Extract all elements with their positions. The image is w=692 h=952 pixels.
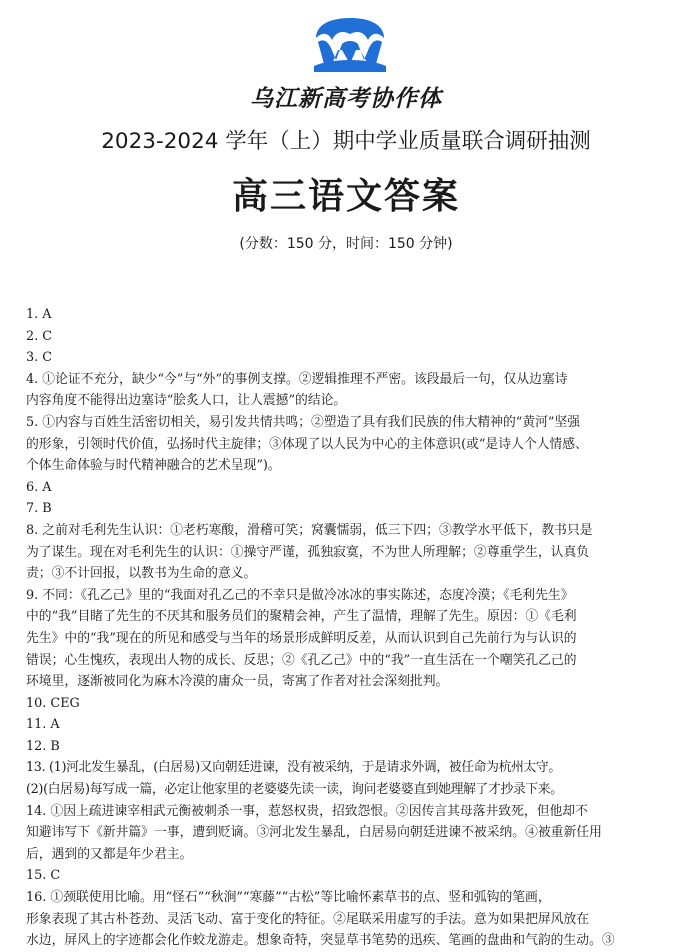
- answer-line: 15. C: [26, 868, 61, 884]
- answer-line: 内容角度不能得出边塞诗“脍炙人口，让人震撼”的结论。: [26, 393, 347, 409]
- organization-name: 乌江新高考协作体: [250, 86, 442, 112]
- score-time-info: (分数：150 分，时间：150 分钟): [239, 236, 453, 252]
- answer-line: 13. (1)河北发生暴乱，(白居易)又向朝廷进谏，没有被采纳，于是请求外调，被任命为杭州太守。: [26, 760, 561, 776]
- answer-line: 环境里，逐渐被同化为麻木冷漠的庸众一员，寄寓了作者对社会深刻批判。: [26, 674, 449, 690]
- answer-line: 2. C: [26, 328, 53, 344]
- answer-line: 14. ①因上疏进谏宰相武元衡被刺杀一事，惹怒权贵，招致怨恨。②因传言其母落井致死，但他却不: [26, 803, 588, 819]
- answer-line: 知避讳写下《新井篇》一事，遭到贬谪。③河北发生暴乱，白居易向朝廷进谏不被采纳。④被重新任用: [26, 825, 602, 841]
- answer-line: 9. 不同：《孔乙己》里的“我面对孔乙己的不幸只是做冷冰冰的事实陈述，态度冷漠；《毛利先生》: [26, 587, 574, 603]
- answer-list: [26, 304, 676, 952]
- answer-line: 1. A: [26, 307, 52, 322]
- answer-line: 错误；心生愧疚，表现出人物的成长、反思；②《孔乙己》中的“我”一直生活在一个嘲笑孔乙己的: [26, 652, 577, 668]
- answer-line: 5. ①内容与百姓生活密切相关，易引发共情共鸣；②塑造了具有我们民族的伟大精神的“黄河”坚强: [26, 414, 581, 430]
- answer-line: 7. B: [26, 501, 52, 517]
- answer-line: 先生》中的“我”现在的所见和感受与当年的场景形成鲜明反差，从而认识到自己先前行为与认识的: [26, 630, 577, 646]
- answer-line: 11. A: [26, 717, 60, 733]
- answer-line: 6. A: [26, 479, 52, 495]
- answer-line: 10. CEG: [26, 695, 80, 711]
- answer-line: 责；③不计回报，以教书为生命的意义。: [26, 566, 257, 582]
- answer-line: 形象表现了其古朴苍劲、灵活飞动、富于变化的特征。②尾联采用虚写的手法。意为如果把屏风放在: [26, 911, 590, 927]
- answer-line: 16. ①颈联使用比喻。用“怪石”“秋涧”“寒藤”“古松”等比喻怀素草书的点、竖和弧钩的笔画，: [26, 890, 551, 906]
- answer-line: 后，遇到的又都是年少君主。: [26, 846, 193, 862]
- answer-line: 的形象，引领时代价值，弘扬时代主旋律；③体现了以人民为中心的主体意识(或“是诗人个人情感、: [26, 436, 588, 452]
- answer-line: 12. B: [26, 738, 60, 754]
- answer-line: 为了谋生。现在对毛利先生的认识：①操守严谨，孤独寂寞，不为世人所理解；②尊重学生，认真负: [26, 544, 590, 560]
- answer-line: (2)(白居易)每写成一篇，必定让他家里的老婆婆先读一读，询问老婆婆直到她理解了才抄录下来。: [26, 782, 563, 798]
- answer-line: 个体生命体验与时代精神融合的艺术呈现”)。: [26, 458, 281, 474]
- answer-line: 中的“我”目睹了先生的不厌其和服务员们的聚精会神，产生了温情，理解了先生。原因：①《毛利: [26, 609, 577, 625]
- subject-title: 高三语文答案: [231, 175, 460, 217]
- answer-line: 3. C: [26, 350, 53, 366]
- exam-title: 2023-2024 学年（上）期中学业质量联合调研抽测: [101, 129, 591, 154]
- answer-line: 水边，屏风上的字迹都会化作蛟龙游走。想象奇特，突显草书笔势的迅疾、笔画的盘曲和气韵的生动。③: [26, 933, 615, 949]
- answer-line: 8. 之前对毛利先生认识：①老朽寒酸，滑稽可笑；窝囊懦弱，低三下四；③教学水平低下，教书只是: [26, 522, 593, 538]
- wujiang-wave-logo-icon: [312, 18, 388, 72]
- answer-line: 4. ①论证不充分，缺少“今”与“外”的事例支撑。②逻辑推理不严密。该段最后一句，仅从边塞诗: [26, 371, 568, 387]
